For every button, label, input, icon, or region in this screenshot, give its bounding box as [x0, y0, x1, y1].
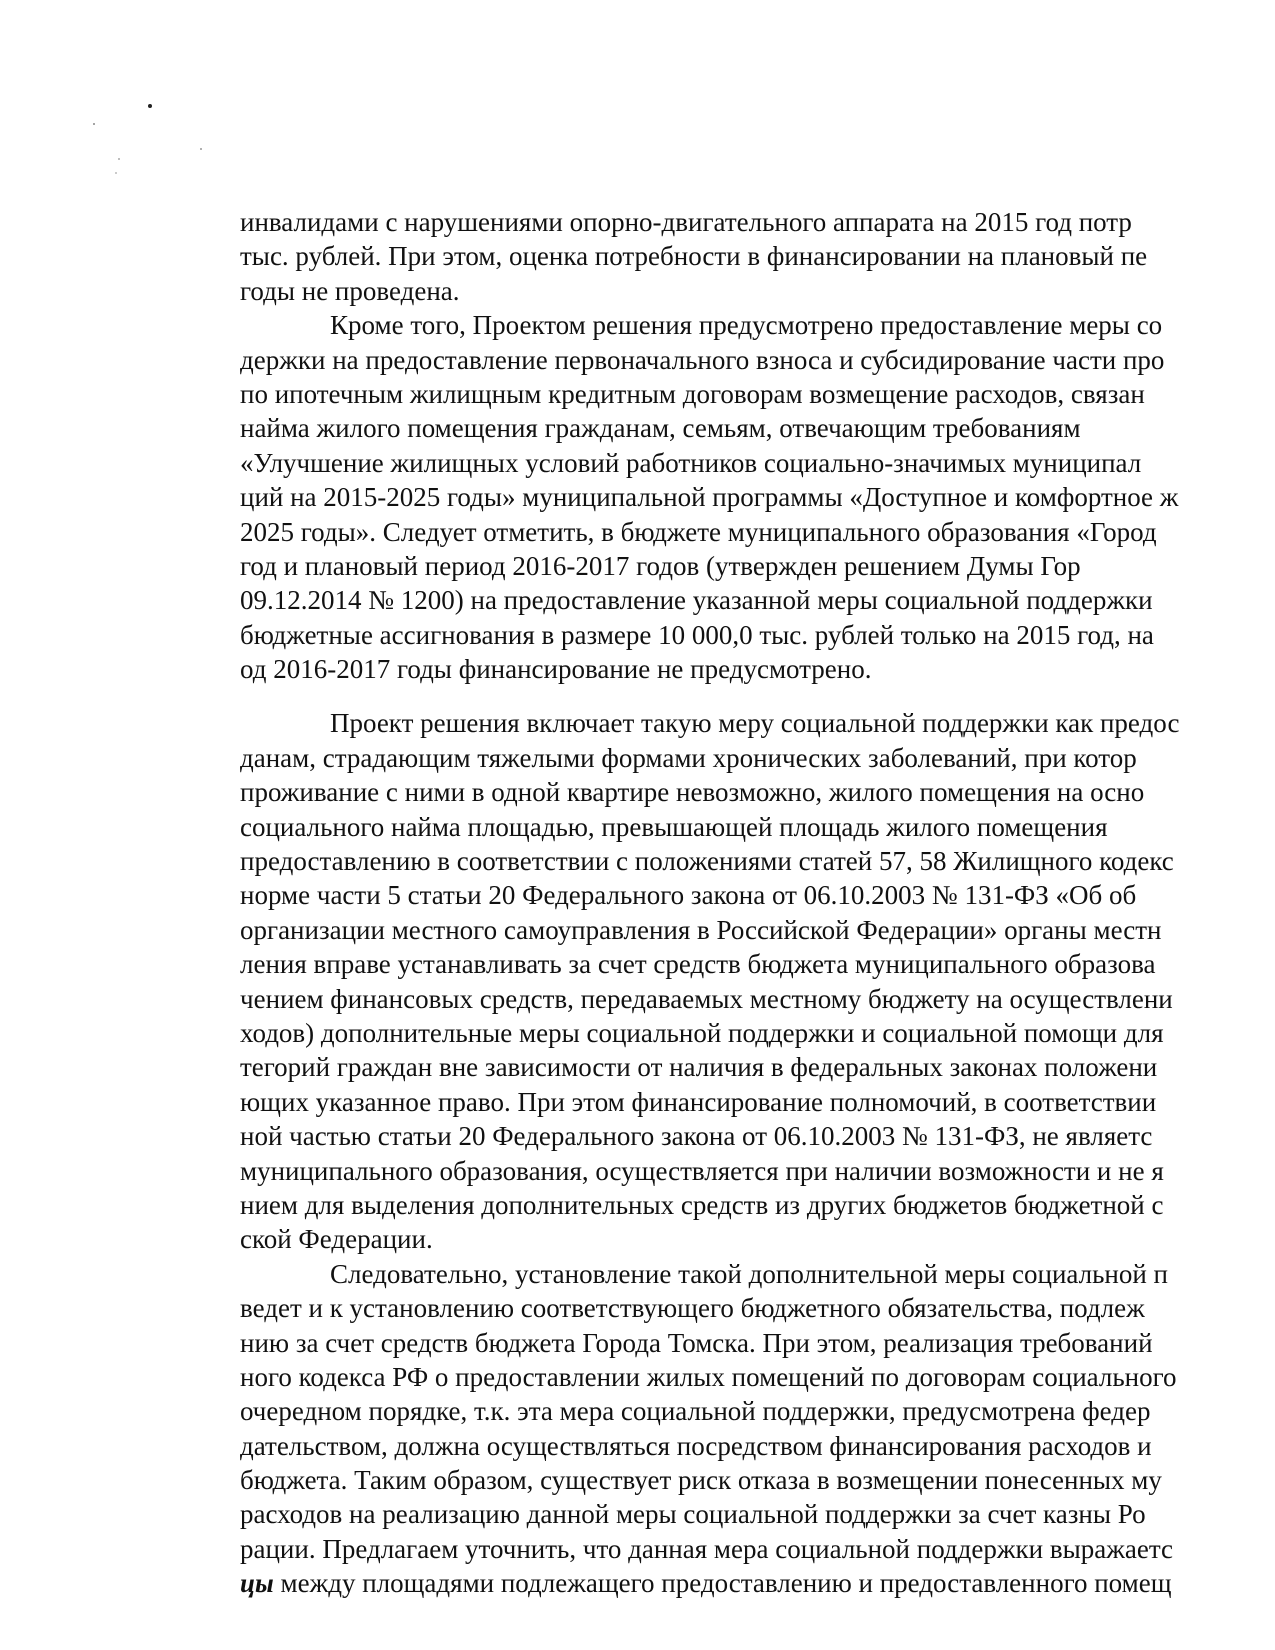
- paragraph-2: [240, 308, 1275, 686]
- text-line: Кроме того, Проектом решения предусмотрено предоставление меры со: [330, 310, 1163, 341]
- text-line: нием для выделения дополнительных средств из других бюджетов бюджетной с: [240, 1189, 1164, 1220]
- text-line: ной частью статьи 20 Федерального закона от 06.10.2003 № 131-ФЗ, не являетс: [240, 1121, 1153, 1152]
- paragraph-gap: [240, 686, 1275, 706]
- text-line: данам, страдающим тяжелыми формами хронических заболеваний, при котор: [240, 742, 1137, 773]
- text-line: проживание с ними в одной квартире невозможно, жилого помещения на осно: [240, 777, 1145, 808]
- text-line: год и плановый период 2016-2017 годов (утвержден решением Думы Гор: [240, 550, 1081, 581]
- text-line: рации. Предлагаем уточнить, что данная мера социальной поддержки выражаетс: [240, 1533, 1173, 1564]
- text-line: «Улучшение жилищных условий работников социально-значимых муниципал: [240, 447, 1142, 478]
- text-line: 09.12.2014 № 1200) на предоставление указанной меры социальной поддержки: [240, 585, 1153, 616]
- text-line: бюджета. Таким образом, существует риск отказа в возмещении понесенных му: [240, 1465, 1162, 1496]
- text-line: найма жилого помещения гражданам, семьям, отвечающим требованиям: [240, 413, 1081, 444]
- document-body: [240, 205, 1275, 1601]
- text-line: ций на 2015-2025 годы» муниципальной программы «Доступное и комфортное ж: [240, 482, 1179, 513]
- text-line: инвалидами с нарушениями опорно-двигательного аппарата на 2015 год потр: [240, 207, 1132, 237]
- emphasized-word: цы: [240, 1568, 274, 1599]
- text-line: ющих указанное право. При этом финансирование полномочий, в соответствии: [240, 1086, 1157, 1117]
- text-line: Проект решения включает такую меру социальной поддержки как предос: [330, 708, 1180, 739]
- scan-speck: [148, 104, 152, 108]
- text-line: дательством, должна осуществляться посредством финансирования расходов и: [240, 1430, 1152, 1461]
- text-line: тегорий граждан вне зависимости от наличия в федеральных законах положени: [240, 1052, 1158, 1083]
- text-line: ведет и к установлению соответствующего бюджетного обязательства, подлеж: [240, 1293, 1145, 1324]
- text-line: бюджетные ассигнования в размере 10 000,0 тыс. рублей только на 2015 год, на: [240, 619, 1154, 650]
- paragraph-1: [240, 205, 1275, 308]
- scan-speck: [200, 148, 202, 150]
- text-line: Следовательно, установление такой дополнительной меры социальной п: [330, 1258, 1169, 1289]
- text-line: годы не проведена.: [240, 275, 460, 306]
- paragraph-4: [240, 1257, 1275, 1601]
- text-line: муниципального образования, осуществляется при наличии возможности и не я: [240, 1155, 1164, 1186]
- text-line: чением финансовых средств, передаваемых местному бюджету на осуществлени: [240, 983, 1173, 1014]
- text-line: ного кодекса РФ о предоставлении жилых помещений по договорам социального: [240, 1361, 1177, 1392]
- text-fragment: между площадями подлежащего предоставлению и предоставленного помещ: [273, 1568, 1172, 1599]
- text-line: ской Федерации.: [240, 1224, 433, 1255]
- scan-speck: [118, 158, 120, 160]
- text-line-last: [240, 1566, 1275, 1600]
- text-line: по ипотечным жилищным кредитным договорам возмещение расходов, связан: [240, 378, 1145, 409]
- text-line: ления вправе устанавливать за счет средств бюджета муниципального образова: [240, 949, 1156, 980]
- text-line: норме части 5 статьи 20 Федерального закона от 06.10.2003 № 131-ФЗ «Об об: [240, 880, 1137, 911]
- text-line: од 2016-2017 годы финансирование не предусмотрено.: [240, 654, 872, 685]
- text-line: социального найма площадью, превышающей площадь жилого помещения: [240, 811, 1108, 842]
- paragraph-3: [240, 706, 1275, 1256]
- text-line: нию за счет средств бюджета Города Томска. При этом, реализация требований: [240, 1327, 1153, 1358]
- scan-speck: [93, 123, 95, 125]
- text-line: организации местного самоуправления в Российской Федерации» органы местн: [240, 914, 1162, 945]
- scan-speck: [115, 172, 117, 174]
- text-line: держки на предоставление первоначального взноса и субсидирование части про: [240, 344, 1165, 375]
- text-line: предоставлению в соответствии с положениями статей 57, 58 Жилищного кодекс: [240, 846, 1174, 877]
- text-line: ходов) дополнительные меры социальной поддержки и социальной помощи для: [240, 1017, 1164, 1048]
- text-line: тыс. рублей. При этом, оценка потребности в финансировании на плановый пе: [240, 241, 1148, 272]
- text-line: расходов на реализацию данной меры социальной поддержки за счет казны Ро: [240, 1499, 1146, 1530]
- text-line: 2025 годы». Следует отметить, в бюджете муниципального образования «Город: [240, 516, 1157, 547]
- text-line: очередном порядке, т.к. эта мера социальной поддержки, предусмотрена федер: [240, 1396, 1151, 1427]
